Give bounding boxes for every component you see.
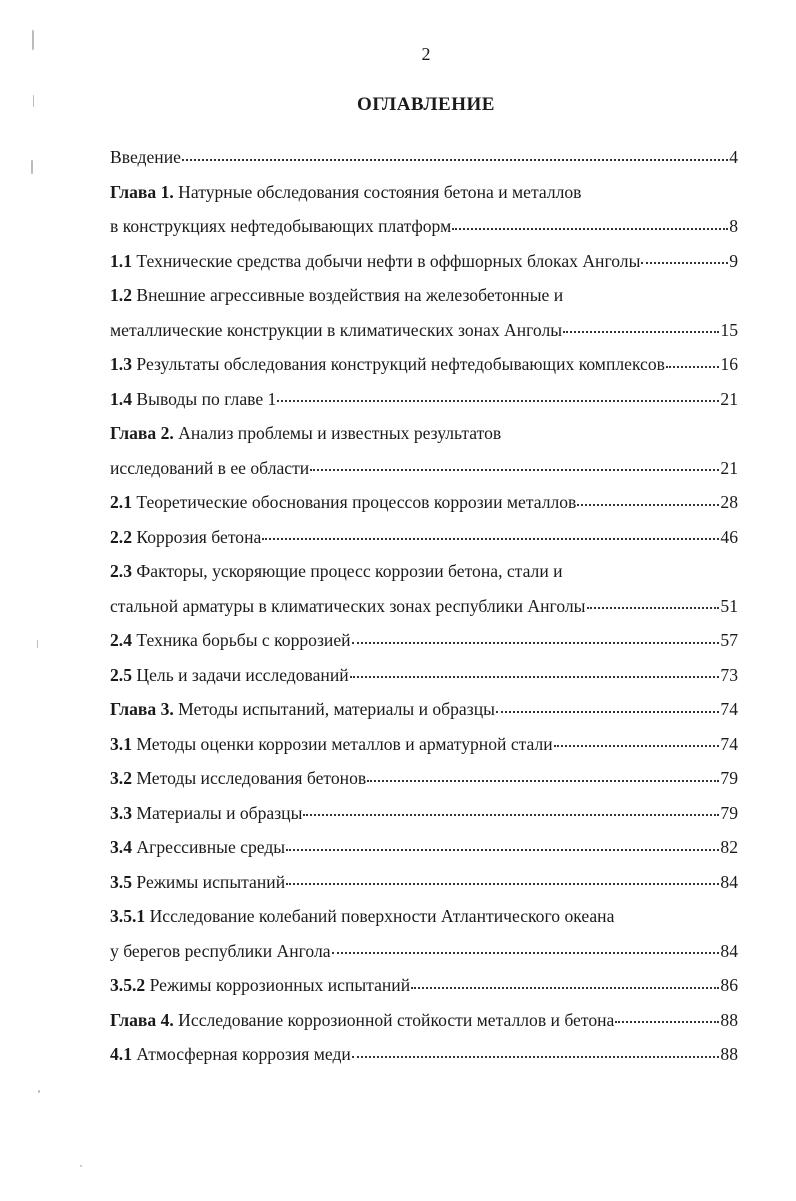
toc-page-number: 74 xyxy=(720,733,738,754)
toc-entry xyxy=(110,244,738,279)
toc-page-number: 82 xyxy=(720,837,738,857)
table-of-contents xyxy=(110,140,738,1072)
toc-entry-text xyxy=(110,520,261,555)
toc-entry-text xyxy=(110,968,410,1003)
dot-leader xyxy=(350,676,720,678)
toc-entry-number: 2.4 xyxy=(110,630,132,650)
toc-entry-title: Цель и задачи исследований xyxy=(132,664,349,685)
toc-entry xyxy=(110,209,738,244)
toc-entry-title: у берегов республики Ангола xyxy=(110,940,331,961)
dot-leader xyxy=(666,366,719,368)
toc-entry-title: Исследование колебаний поверхности Атлантического океана xyxy=(145,906,615,926)
toc-entry-text xyxy=(110,623,351,658)
dot-leader xyxy=(352,1056,720,1058)
dot-leader xyxy=(303,814,719,816)
toc-entry xyxy=(110,865,738,900)
toc-entry-number: 3.4 xyxy=(110,837,132,857)
scan-speckle xyxy=(33,95,34,107)
toc-page-number: 51 xyxy=(720,595,738,616)
toc-entry xyxy=(110,520,738,555)
toc-entry-text xyxy=(110,934,331,969)
toc-entry xyxy=(110,899,738,934)
scan-speckle xyxy=(31,160,33,174)
toc-entry-title: Методы оценки коррозии металлов и арматурной стали xyxy=(132,733,553,754)
toc-entry xyxy=(110,382,738,417)
toc-entry-title: исследований в ее области xyxy=(110,457,310,478)
toc-entry-number: 3.3 xyxy=(110,802,132,823)
toc-page-number: 46 xyxy=(720,526,738,547)
toc-page-number: 21 xyxy=(720,388,738,409)
toc-entry-number: Глава 2. xyxy=(110,423,174,443)
toc-entry xyxy=(110,1037,738,1072)
toc-entry-number: 1.2 xyxy=(110,285,132,305)
scan-speckle xyxy=(37,640,38,648)
toc-entry-text xyxy=(110,451,309,486)
toc-entry xyxy=(110,278,738,313)
dot-leader xyxy=(411,987,719,989)
toc-page-number: 84 xyxy=(720,871,738,892)
toc-page-number: 15 xyxy=(720,319,738,340)
toc-entry-title: стальной арматуры в климатических зонах республики Анголы xyxy=(110,595,586,616)
dot-leader xyxy=(367,780,719,782)
scan-speckle xyxy=(32,30,34,50)
page-title: ОГЛАВЛЕНИЕ xyxy=(357,94,495,115)
toc-entry xyxy=(110,451,738,486)
toc-entry-title: Факторы, ускоряющие процесс коррозии бетона, стали и xyxy=(132,561,563,581)
toc-entry-title: Теоретические обоснования процессов коррозии металлов xyxy=(132,492,577,512)
toc-entry-text xyxy=(110,416,501,451)
toc-entry-title: Внешние агрессивные воздействия на железобетонные и xyxy=(132,285,564,305)
dot-leader xyxy=(352,642,720,644)
toc-entry xyxy=(110,1003,738,1038)
toc-page-number: 79 xyxy=(720,768,738,788)
dot-leader xyxy=(262,538,719,540)
toc-entry-title: Режимы испытаний xyxy=(132,871,286,892)
toc-page-number: 88 xyxy=(720,1044,738,1064)
dot-leader xyxy=(277,400,719,402)
toc-entry-title: Исследование коррозионной стойкости металлов и бетона xyxy=(173,1009,615,1030)
toc-entry-text xyxy=(110,140,181,175)
toc-page-number: 9 xyxy=(729,250,738,271)
dot-leader xyxy=(286,883,719,885)
toc-entry-text xyxy=(110,1037,351,1072)
toc-entry-number: 1.4 xyxy=(110,388,132,409)
toc-page-number: 8 xyxy=(729,216,738,236)
toc-entry xyxy=(110,761,738,796)
toc-entry xyxy=(110,934,738,969)
toc-entry-title: Агрессивные среды xyxy=(132,837,286,857)
toc-entry xyxy=(110,175,738,210)
toc-page-number: 74 xyxy=(720,699,738,719)
toc-entry-text xyxy=(110,554,563,589)
toc-entry-text xyxy=(110,175,581,210)
toc-entry-text xyxy=(110,313,562,348)
toc-entry-text xyxy=(110,589,586,624)
dot-leader xyxy=(587,607,720,609)
toc-entry xyxy=(110,727,738,762)
toc-entry-title: в конструкциях нефтедобывающих платформ xyxy=(110,216,452,236)
toc-page-number: 73 xyxy=(720,664,738,685)
toc-page-number: 79 xyxy=(720,802,738,823)
toc-entry xyxy=(110,140,738,175)
toc-entry-text xyxy=(110,658,349,693)
toc-entry-title: Введение xyxy=(110,147,181,167)
toc-entry xyxy=(110,313,738,348)
toc-entry-number: Глава 1. xyxy=(110,181,174,202)
toc-entry-text xyxy=(110,796,302,831)
toc-entry-title: Натурные обследования состояния бетона и металлов xyxy=(173,181,582,202)
dot-leader xyxy=(310,469,719,471)
toc-entry-title: Атмосферная коррозия меди xyxy=(132,1044,351,1064)
toc-entry-text xyxy=(110,347,665,382)
toc-entry xyxy=(110,658,738,693)
toc-entry-number: 2.2 xyxy=(110,526,132,547)
toc-entry-title: Материалы и образцы xyxy=(132,802,303,823)
toc-entry xyxy=(110,347,738,382)
toc-page-number: 86 xyxy=(720,975,738,995)
dot-leader xyxy=(554,745,720,747)
toc-entry-title: Анализ проблемы и известных результатов xyxy=(173,423,502,443)
toc-entry-text xyxy=(110,278,563,313)
toc-entry-number: 4.1 xyxy=(110,1044,132,1064)
toc-entry xyxy=(110,416,738,451)
toc-entry-number: 2.3 xyxy=(110,561,132,581)
toc-entry-title: Выводы по главе 1 xyxy=(132,388,277,409)
toc-entry-title: Коррозия бетона xyxy=(132,526,262,547)
toc-entry-title: Технические средства добычи нефти в оффшорных блоках Анголы xyxy=(132,250,641,271)
toc-entry xyxy=(110,485,738,520)
toc-entry-number: 3.5 xyxy=(110,871,132,892)
toc-entry-text xyxy=(110,209,451,244)
toc-entry xyxy=(110,830,738,865)
toc-entry-text xyxy=(110,692,495,727)
toc-page-number: 4 xyxy=(729,147,738,167)
toc-entry-number: 3.1 xyxy=(110,733,132,754)
toc-entry-number: 1.1 xyxy=(110,250,132,271)
toc-entry-text xyxy=(110,244,640,279)
toc-page-number: 88 xyxy=(720,1009,738,1030)
toc-entry-number: 3.5.2 xyxy=(110,975,146,995)
toc-entry-number: 1.3 xyxy=(110,354,132,374)
toc-page-number: 84 xyxy=(720,940,738,961)
toc-entry xyxy=(110,796,738,831)
toc-entry-text xyxy=(110,1003,614,1038)
toc-page-number: 57 xyxy=(720,630,738,650)
dot-leader xyxy=(496,711,719,713)
toc-entry xyxy=(110,554,738,589)
toc-entry-title: Результаты обследования конструкций нефтедобывающих комплексов xyxy=(132,354,665,374)
scan-speckle xyxy=(80,1165,82,1167)
toc-entry-text xyxy=(110,830,285,865)
dot-leader xyxy=(182,159,728,161)
toc-entry-text xyxy=(110,761,366,796)
dot-leader xyxy=(563,331,719,333)
toc-entry-title: Методы испытаний, материалы и образцы xyxy=(173,699,495,719)
toc-entry-title: металлические конструкции в климатических зонах Анголы xyxy=(110,319,563,340)
toc-entry-number: 3.5.1 xyxy=(110,906,146,926)
toc-entry-number: 2.5 xyxy=(110,664,132,685)
dot-leader xyxy=(615,1021,719,1023)
toc-entry-text xyxy=(110,727,553,762)
toc-entry-number: 2.1 xyxy=(110,492,132,512)
toc-page-number: 21 xyxy=(720,457,738,478)
toc-entry-text xyxy=(110,485,576,520)
toc-entry-number: Глава 3. xyxy=(110,699,174,719)
scan-speckle xyxy=(38,1090,40,1093)
dot-leader xyxy=(641,262,728,264)
toc-entry xyxy=(110,692,738,727)
dot-leader xyxy=(286,849,719,851)
dot-leader xyxy=(577,504,719,506)
toc-entry-title: Режимы коррозионных испытаний xyxy=(145,975,411,995)
toc-entry-text xyxy=(110,382,276,417)
dot-leader xyxy=(332,952,720,954)
toc-page-number: 16 xyxy=(720,354,738,374)
toc-entry-number: 3.2 xyxy=(110,768,132,788)
page-number: 2 xyxy=(421,44,431,64)
toc-entry xyxy=(110,623,738,658)
toc-entry-title: Техника борьбы с коррозией xyxy=(132,630,351,650)
toc-entry-number: Глава 4. xyxy=(110,1009,174,1030)
dot-leader xyxy=(452,228,728,230)
toc-entry xyxy=(110,968,738,1003)
toc-page-number: 28 xyxy=(720,492,738,512)
toc-entry-title: Методы исследования бетонов xyxy=(132,768,367,788)
toc-entry-text xyxy=(110,899,614,934)
toc-entry xyxy=(110,589,738,624)
toc-entry-text xyxy=(110,865,285,900)
